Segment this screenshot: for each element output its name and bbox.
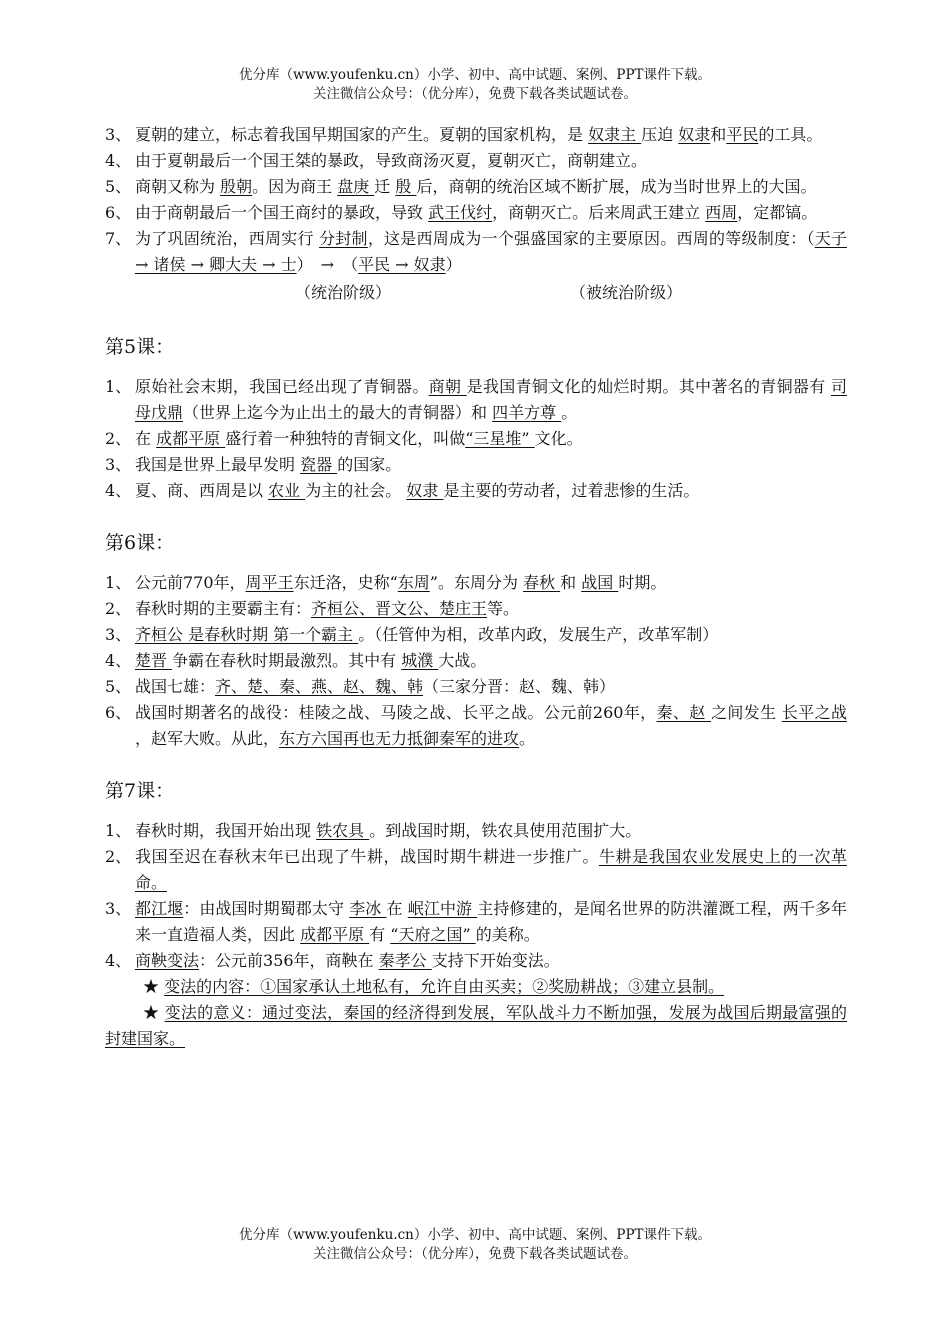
list-item: 3、 我国是世界上最早发明 瓷器 的国家。 <box>105 455 402 474</box>
class-labels <box>105 278 847 308</box>
answer-blank: 城濮 <box>401 651 439 670</box>
page-header <box>0 66 950 104</box>
answer-blank: 牛耕是我国农业发展史上的一次革命。 <box>135 847 847 892</box>
list-item: 2、 在 成都平原 盛行着一种独特的青铜文化，叫做“三星堆” 文化。 <box>105 429 583 448</box>
answer-blank: 奴隶主 <box>588 125 642 144</box>
ruling-class-label: （统治阶级） <box>295 283 392 302</box>
answer-blank: 都江堰 <box>135 899 184 918</box>
list-item: 6、 战国时期著名的战役：桂陵之战、马陵之战、长平之战。公元前260年，秦、赵 之间发生 长平之战 ，赵军大败。从此，东方六国再也无力抵御秦军的进攻。 <box>105 703 847 748</box>
list-item: 5、 战国七雄：齐、楚、秦、燕、赵、魏、韩（三家分晋：赵、魏、韩） <box>105 677 616 696</box>
answer-blank: “天府之国” <box>390 925 476 944</box>
document-body <box>105 122 847 1052</box>
answer-blank: 奴隶 <box>406 481 444 500</box>
answer-blank: “三星堆” <box>465 429 535 448</box>
answer-blank: 盘庚 <box>337 177 375 196</box>
list-item: 7、 为了巩固统治，西周实行 分封制，这是西周成为一个强盛国家的主要原因。西周的等级制度：（天子 → 诸侯 → 卿大夫 → 士） → （平民 → 奴隶） <box>105 229 847 274</box>
answer-blank: 战国 <box>581 573 619 592</box>
answer-blank: 齐桓公 是春秋时期 第一个霸主 <box>135 625 359 644</box>
ruled-class-label: （被统治阶级） <box>570 283 683 302</box>
answer-blank: 殷朝 <box>220 177 253 196</box>
star-icon: ★ <box>143 1003 165 1022</box>
answer-blank: 齐桓公、晋文公、楚庄王 <box>311 599 488 618</box>
answer-blank: 李冰 <box>349 899 387 918</box>
answer-blank: 变法的内容：①国家承认土地私有，允许自由买卖；②奖励耕战；③建立县制。 <box>164 977 725 996</box>
answer-blank: 殷 <box>395 177 417 196</box>
answer-blank: 四羊方尊 <box>492 403 562 422</box>
answer-blank: 长平之战 <box>781 703 847 722</box>
answer-blank: 商鞅变法 <box>135 951 200 970</box>
list-item: 2、 春秋时期的主要霸主有：齐桓公、晋文公、楚庄王等。 <box>105 599 520 618</box>
answer-blank: 瓷器 <box>300 455 338 474</box>
lesson-title: 第5课： <box>105 336 175 358</box>
answer-blank: 天子 → 诸侯 → 卿大夫 → 士 <box>135 229 847 274</box>
list-item: 2、 我国至迟在春秋末年已出现了牛耕，战国时期牛耕进一步推广。牛耕是我国农业发展史上的一次革命。 <box>105 847 847 892</box>
answer-blank: 农业 <box>268 481 306 500</box>
footer-line-2: 关注微信公众号：（优分库），免费下载各类试题试卷。 <box>313 1246 637 1262</box>
answer-blank: 平民 <box>726 125 759 144</box>
answer-blank: 变法的意义：通过变法，秦国的经济得到发展，军队战斗力不断加强，发展为战国后期最富强的封建国家。 <box>105 1003 847 1048</box>
list-item: 3、 齐桓公 是春秋时期 第一个霸主 。（任管仲为相，改革内政，发展生产，改革军制） <box>105 625 719 644</box>
answer-blank: 春秋 <box>523 573 561 592</box>
answer-blank: 岷江中游 <box>407 899 478 918</box>
header-line-2: 关注微信公众号：（优分库），免费下载各类试题试卷。 <box>313 86 637 102</box>
answer-blank: 秦孝公 <box>378 951 432 970</box>
answer-blank: 铁农具 <box>316 821 370 840</box>
answer-blank: 东周 <box>397 573 430 592</box>
list-item: 1、 公元前770年，周平王东迁洛，史称“东周”。东周分为 春秋 和 战国 时期。 <box>105 573 667 592</box>
list-item: 3、 都江堰：由战国时期蜀郡太守 李冰 在 岷江中游 主持修建的，是闻名世界的防洪灌溉工程，两千多年来一直造福人类，因此 成都平原 有 “天府之国” 的美称。 <box>105 899 847 944</box>
list-item: 4、 夏、商、西周是以 农业 为主的社会。 奴隶 是主要的劳动者，过着悲惨的生活。 <box>105 481 700 500</box>
answer-blank: 奴隶 <box>678 125 711 144</box>
star-icon: ★ <box>143 977 165 996</box>
answer-blank: 周平王 <box>245 573 294 592</box>
answer-blank: 秦、赵 <box>656 703 712 722</box>
answer-blank: 东方六国再也无力抵御秦军的进攻 <box>279 729 520 748</box>
answer-blank: 平民 → 奴隶 <box>358 255 446 274</box>
header-line-1: 优分库（www.youfenku.cn）小学、初中、高中试题、案例、PPT课件下载。 <box>238 67 712 83</box>
answer-blank: 分封制 <box>319 229 368 248</box>
reform-significance <box>105 1000 847 1052</box>
lesson-title: 第6课： <box>105 532 175 554</box>
list-item: 4、 楚晋 争霸在春秋时期最激烈。其中有 城濮 大战。 <box>105 651 487 670</box>
answer-blank: 商朝 <box>428 377 467 396</box>
list-item: 1、 春秋时期，我国开始出现 铁农具 。到战国时期，铁农具使用范围扩大。 <box>105 821 642 840</box>
list-item: 5、 商朝又称为 殷朝。因为商王 盘庚 迁 殷 后，商朝的统治区域不断扩展，成为当时世界上的大国。 <box>105 177 817 196</box>
reform-content <box>105 974 847 1000</box>
list-item: 1、 原始社会末期，我国已经出现了青铜器。商朝 是我国青铜文化的灿烂时期。其中著名的青铜器有 司母戊鼎（世界上迄今为止出土的最大的青铜器）和 四羊方尊 。 <box>105 377 847 422</box>
list-item: 4、 商鞅变法：公元前356年，商鞅在 秦孝公 支持下开始变法。 <box>105 951 560 970</box>
answer-blank: 楚晋 <box>135 651 173 670</box>
answer-blank: 成都平原 <box>300 925 370 944</box>
list-item: 6、 由于商朝最后一个国王商纣的暴政，导致 武王伐纣，商朝灭亡。后来周武王建立 西周，定都镐。 <box>105 203 818 222</box>
page-footer <box>0 1226 950 1264</box>
list-item: 4、 由于夏朝最后一个国王桀的暴政，导致商汤灭夏，夏朝灭亡，商朝建立。 <box>105 151 648 170</box>
footer-line-1: 优分库（www.youfenku.cn）小学、初中、高中试题、案例、PPT课件下载。 <box>238 1227 712 1243</box>
answer-blank: 齐、楚、秦、燕、赵、魏、韩 <box>215 677 424 696</box>
answer-blank: 武王伐纣 <box>428 203 493 222</box>
lesson-title: 第7课： <box>105 780 175 802</box>
list-item: 3、 夏朝的建立，标志着我国早期国家的产生。夏朝的国家机构，是 奴隶主 压迫 奴隶和平民的工具。 <box>105 125 823 144</box>
answer-blank: 成都平原 <box>156 429 226 448</box>
answer-blank: 司母戊鼎 <box>135 377 847 422</box>
answer-blank: 西周 <box>705 203 738 222</box>
